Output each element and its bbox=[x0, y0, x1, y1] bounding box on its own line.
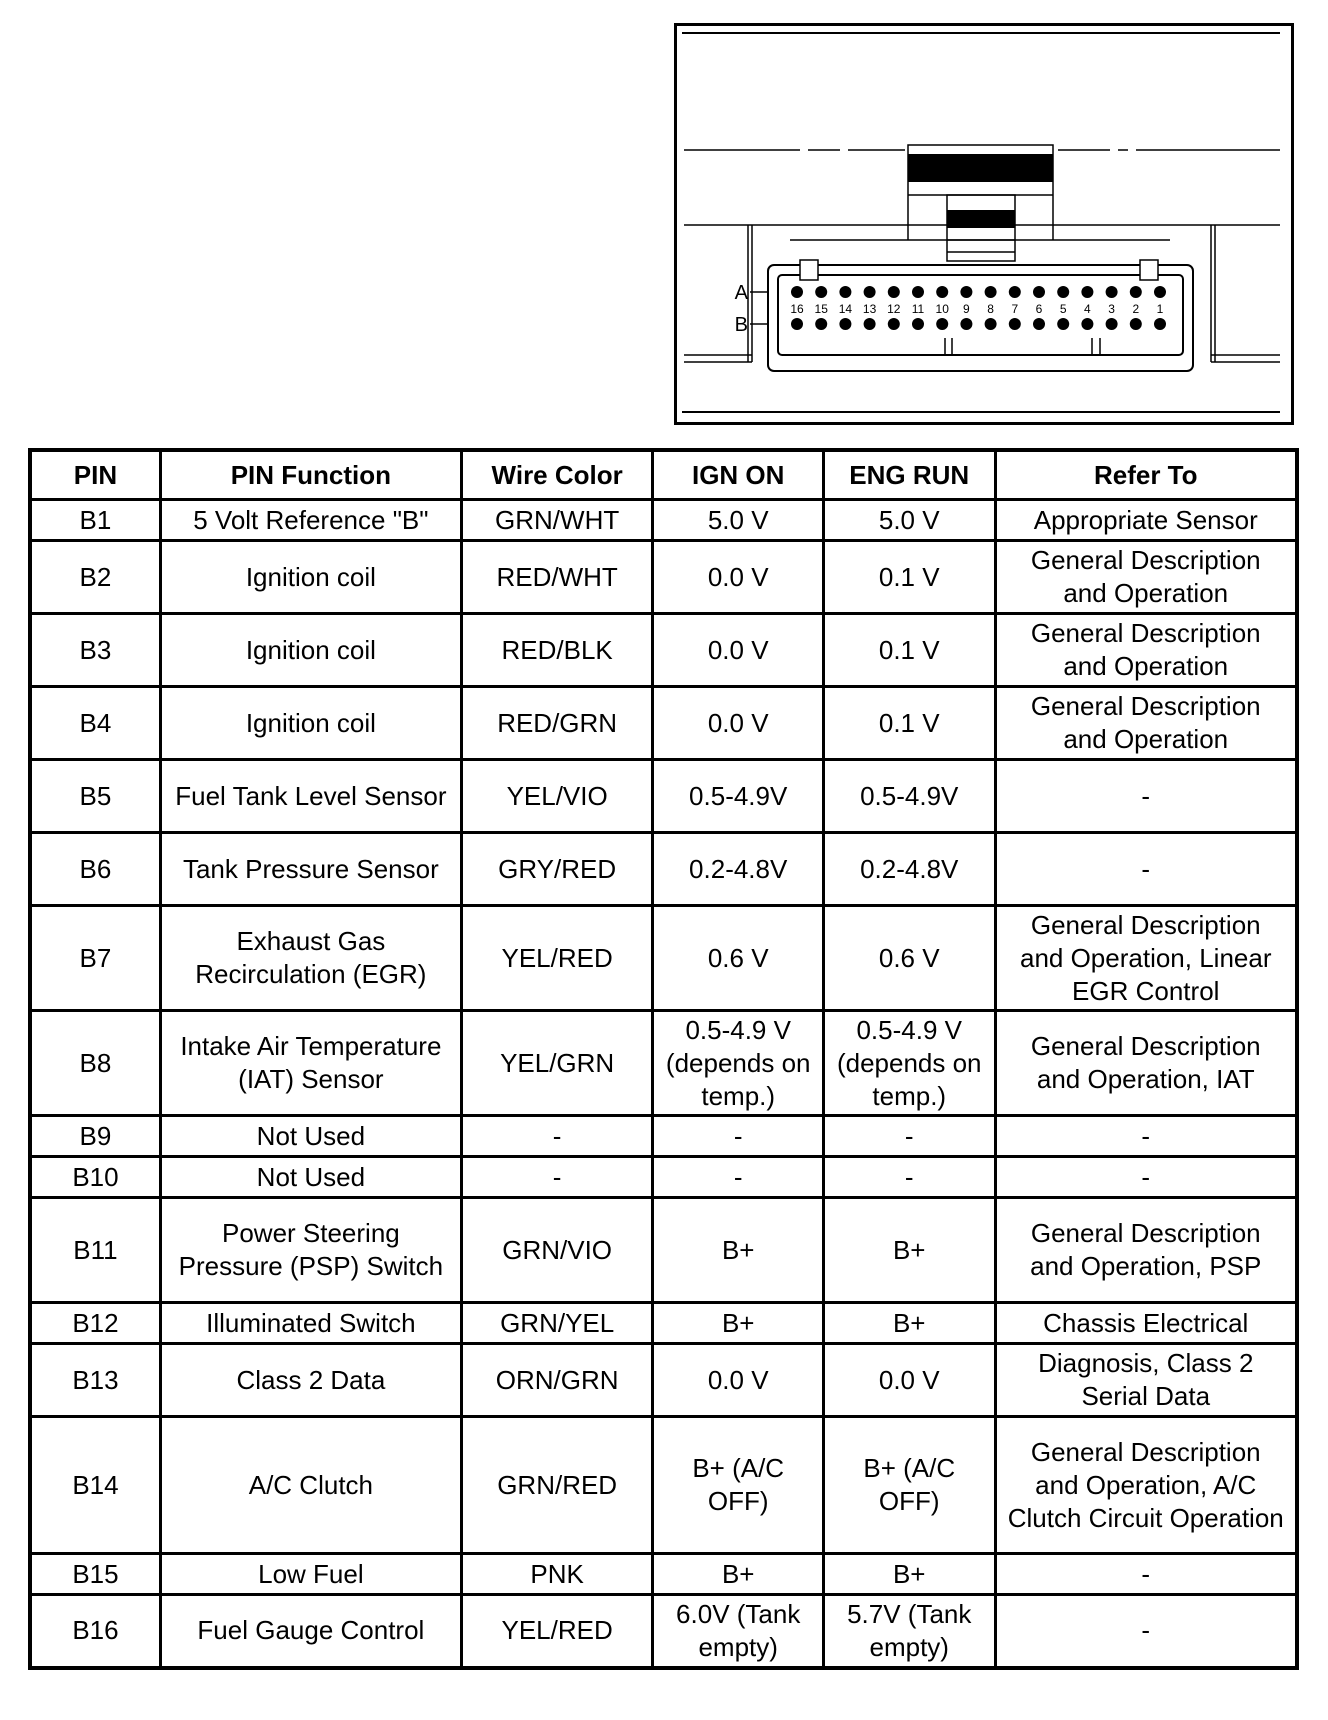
cell-refer-to: General Description and Operation bbox=[995, 614, 1297, 687]
cell-pin: B5 bbox=[30, 760, 160, 833]
cell-ign-on: B+ bbox=[653, 1303, 824, 1344]
pin-a-dot bbox=[985, 286, 997, 298]
table-row bbox=[30, 500, 1297, 541]
cell-eng-run: 0.2-4.8V bbox=[823, 833, 995, 906]
table-header-row bbox=[30, 450, 1297, 500]
cell-pin: B16 bbox=[30, 1595, 160, 1668]
cell-wire-color: GRY/RED bbox=[461, 833, 653, 906]
cell-ign-on: B+ bbox=[653, 1554, 824, 1595]
cell-wire-color: YEL/VIO bbox=[461, 760, 653, 833]
pin-number-label: 2 bbox=[1132, 302, 1140, 316]
cell-wire-color: RED/BLK bbox=[461, 614, 653, 687]
cell-ign-on: 0.5-4.9 V (depends on temp.) bbox=[653, 1011, 824, 1116]
pin-number-label: 7 bbox=[1011, 302, 1019, 316]
cell-pin: B6 bbox=[30, 833, 160, 906]
table-row bbox=[30, 1554, 1297, 1595]
pin-number-label: 14 bbox=[838, 302, 853, 316]
pin-b-dot bbox=[960, 318, 972, 330]
cell-refer-to: General Description and Operation, IAT bbox=[995, 1011, 1297, 1116]
cell-pin: B4 bbox=[30, 687, 160, 760]
pin-b-dot bbox=[1154, 318, 1166, 330]
table-row bbox=[30, 1116, 1297, 1157]
cell-eng-run: 0.5-4.9 V (depends on temp.) bbox=[823, 1011, 995, 1116]
cell-wire-color: - bbox=[461, 1116, 653, 1157]
cell-pin: B3 bbox=[30, 614, 160, 687]
pin-a-dot bbox=[839, 286, 851, 298]
cell-pin-function: Ignition coil bbox=[160, 614, 461, 687]
cell-pin-function: Not Used bbox=[160, 1116, 461, 1157]
cell-refer-to: - bbox=[995, 760, 1297, 833]
cell-pin: B1 bbox=[30, 500, 160, 541]
cell-refer-to: Diagnosis, Class 2 Serial Data bbox=[995, 1344, 1297, 1417]
cell-eng-run: 0.1 V bbox=[823, 614, 995, 687]
cell-eng-run: - bbox=[823, 1116, 995, 1157]
pin-a-dot bbox=[815, 286, 827, 298]
cell-eng-run: 5.7V (Tank empty) bbox=[823, 1595, 995, 1668]
cell-eng-run: 0.0 V bbox=[823, 1344, 995, 1417]
pin-b-dot bbox=[864, 318, 876, 330]
cell-pin-function: Ignition coil bbox=[160, 687, 461, 760]
cell-wire-color: YEL/RED bbox=[461, 1595, 653, 1668]
pin-a-dot bbox=[1154, 286, 1166, 298]
cell-pin-function: Fuel Tank Level Sensor bbox=[160, 760, 461, 833]
pin-a-dot bbox=[960, 286, 972, 298]
table-row bbox=[30, 687, 1297, 760]
pin-b-dot bbox=[888, 318, 900, 330]
cell-pin-function: 5 Volt Reference "B" bbox=[160, 500, 461, 541]
pin-b-dot bbox=[1009, 318, 1021, 330]
cell-pin: B12 bbox=[30, 1303, 160, 1344]
table-row bbox=[30, 760, 1297, 833]
cell-eng-run: B+ bbox=[823, 1198, 995, 1303]
cell-refer-to: Chassis Electrical bbox=[995, 1303, 1297, 1344]
pin-number-label: 4 bbox=[1084, 302, 1091, 316]
table-row bbox=[30, 614, 1297, 687]
cell-pin-function: Power Steering Pressure (PSP) Switch bbox=[160, 1198, 461, 1303]
pin-a-dot bbox=[1033, 286, 1045, 298]
cell-wire-color: PNK bbox=[461, 1554, 653, 1595]
table-row bbox=[30, 906, 1297, 1011]
header-pin-function: PIN Function bbox=[160, 450, 461, 500]
cell-pin: B11 bbox=[30, 1198, 160, 1303]
cell-pin: B15 bbox=[30, 1554, 160, 1595]
pin-number-label: 5 bbox=[1059, 302, 1067, 316]
cell-eng-run: 0.5-4.9V bbox=[823, 760, 995, 833]
cell-eng-run: 0.1 V bbox=[823, 541, 995, 614]
cell-pin-function: Intake Air Temperature (IAT) Sensor bbox=[160, 1011, 461, 1116]
table-row bbox=[30, 1303, 1297, 1344]
table-row bbox=[30, 541, 1297, 614]
pin-b-dot bbox=[936, 318, 948, 330]
cell-wire-color: GRN/RED bbox=[461, 1417, 653, 1554]
cell-ign-on: 0.2-4.8V bbox=[653, 833, 824, 906]
table-row bbox=[30, 1595, 1297, 1668]
cell-pin-function: Illuminated Switch bbox=[160, 1303, 461, 1344]
pin-number-label: 16 bbox=[790, 302, 804, 316]
table-row bbox=[30, 1417, 1297, 1554]
cell-wire-color: GRN/WHT bbox=[461, 500, 653, 541]
table-row bbox=[30, 1344, 1297, 1417]
pin-number-label: 12 bbox=[887, 302, 901, 316]
pin-number-label: 9 bbox=[963, 302, 970, 316]
pin-number-label: 10 bbox=[935, 302, 949, 316]
cell-ign-on: 0.5-4.9V bbox=[653, 760, 824, 833]
cell-pin: B10 bbox=[30, 1157, 160, 1198]
cell-ign-on: 6.0V (Tank empty) bbox=[653, 1595, 824, 1668]
pin-a-dot bbox=[1057, 286, 1069, 298]
pin-a-dot bbox=[791, 286, 803, 298]
cell-refer-to: General Description and Operation, Linear EGR Control bbox=[995, 906, 1297, 1011]
table-row bbox=[30, 1198, 1297, 1303]
cell-eng-run: 5.0 V bbox=[823, 500, 995, 541]
connector-diagram bbox=[0, 0, 1328, 440]
cell-eng-run: 0.1 V bbox=[823, 687, 995, 760]
pin-b-dot bbox=[839, 318, 851, 330]
pin-a-dot bbox=[864, 286, 876, 298]
pin-a-dot bbox=[1009, 286, 1021, 298]
cell-wire-color: GRN/YEL bbox=[461, 1303, 653, 1344]
cell-ign-on: 0.0 V bbox=[653, 541, 824, 614]
pin-number-label: 1 bbox=[1156, 302, 1164, 316]
cell-refer-to: General Description and Operation, PSP bbox=[995, 1198, 1297, 1303]
pin-b-dot bbox=[1130, 318, 1142, 330]
cell-wire-color: ORN/GRN bbox=[461, 1344, 653, 1417]
cell-eng-run: B+ (A/C OFF) bbox=[823, 1417, 995, 1554]
pin-number-label: 3 bbox=[1108, 302, 1115, 316]
cell-pin-function: Exhaust Gas Recirculation (EGR) bbox=[160, 906, 461, 1011]
cell-pin-function: Tank Pressure Sensor bbox=[160, 833, 461, 906]
cell-pin: B14 bbox=[30, 1417, 160, 1554]
pin-table bbox=[28, 448, 1299, 1670]
pin-b-dot bbox=[791, 318, 803, 330]
table-row bbox=[30, 833, 1297, 906]
cell-refer-to: General Description and Operation, A/C Clutch Circuit Operation bbox=[995, 1417, 1297, 1554]
cell-pin-function: Class 2 Data bbox=[160, 1344, 461, 1417]
pin-b-dot bbox=[815, 318, 827, 330]
cell-wire-color: - bbox=[461, 1157, 653, 1198]
cell-pin-function: Ignition coil bbox=[160, 541, 461, 614]
cell-refer-to: - bbox=[995, 1595, 1297, 1668]
header-pin: PIN bbox=[30, 450, 160, 500]
cell-ign-on: 0.6 V bbox=[653, 906, 824, 1011]
cell-eng-run: B+ bbox=[823, 1303, 995, 1344]
header-refer-to: Refer To bbox=[995, 450, 1297, 500]
cell-ign-on: B+ (A/C OFF) bbox=[653, 1417, 824, 1554]
cell-ign-on: 0.0 V bbox=[653, 687, 824, 760]
table-row bbox=[30, 1011, 1297, 1116]
cell-pin-function: Low Fuel bbox=[160, 1554, 461, 1595]
cell-wire-color: YEL/GRN bbox=[461, 1011, 653, 1116]
cell-ign-on: B+ bbox=[653, 1198, 824, 1303]
cell-eng-run: 0.6 V bbox=[823, 906, 995, 1011]
pin-number-label: 8 bbox=[987, 302, 994, 316]
pin-a-dot bbox=[1130, 286, 1142, 298]
cell-refer-to: General Description and Operation bbox=[995, 541, 1297, 614]
cell-pin: B7 bbox=[30, 906, 160, 1011]
pin-a-dot bbox=[912, 286, 924, 298]
pin-number-label: 6 bbox=[1035, 302, 1043, 316]
pin-b-dot bbox=[1106, 318, 1118, 330]
cell-pin-function: A/C Clutch bbox=[160, 1417, 461, 1554]
cell-pin: B8 bbox=[30, 1011, 160, 1116]
cell-refer-to: - bbox=[995, 1116, 1297, 1157]
cell-refer-to: - bbox=[995, 833, 1297, 906]
cell-pin-function: Not Used bbox=[160, 1157, 461, 1198]
table-row bbox=[30, 1157, 1297, 1198]
cell-ign-on: - bbox=[653, 1157, 824, 1198]
pin-number-label: 11 bbox=[911, 302, 925, 316]
header-wire-color: Wire Color bbox=[461, 450, 653, 500]
cell-wire-color: RED/WHT bbox=[461, 541, 653, 614]
header-ign-on: IGN ON bbox=[653, 450, 824, 500]
cell-refer-to: - bbox=[995, 1157, 1297, 1198]
cell-ign-on: 0.0 V bbox=[653, 614, 824, 687]
cell-pin: B9 bbox=[30, 1116, 160, 1157]
cell-pin-function: Fuel Gauge Control bbox=[160, 1595, 461, 1668]
pin-a-dot bbox=[888, 286, 900, 298]
cell-refer-to: General Description and Operation bbox=[995, 687, 1297, 760]
cell-wire-color: YEL/RED bbox=[461, 906, 653, 1011]
pin-b-dot bbox=[1057, 318, 1069, 330]
cell-pin: B13 bbox=[30, 1344, 160, 1417]
pin-a-dot bbox=[1081, 286, 1093, 298]
row-a-label: A bbox=[734, 282, 748, 304]
cell-ign-on: 0.0 V bbox=[653, 1344, 824, 1417]
cell-wire-color: GRN/VIO bbox=[461, 1198, 653, 1303]
row-b-label: B bbox=[734, 314, 748, 336]
pin-a-dot bbox=[1106, 286, 1118, 298]
cell-eng-run: - bbox=[823, 1157, 995, 1198]
cell-refer-to: - bbox=[995, 1554, 1297, 1595]
cell-ign-on: - bbox=[653, 1116, 824, 1157]
pin-number-label: 15 bbox=[814, 302, 828, 316]
cell-ign-on: 5.0 V bbox=[653, 500, 824, 541]
pin-a-dot bbox=[936, 286, 948, 298]
pin-number-label: 13 bbox=[862, 302, 877, 316]
pin-b-dot bbox=[985, 318, 997, 330]
cell-pin: B2 bbox=[30, 541, 160, 614]
cell-refer-to: Appropriate Sensor bbox=[995, 500, 1297, 541]
pin-b-dot bbox=[1081, 318, 1093, 330]
pin-b-dot bbox=[912, 318, 924, 330]
cell-eng-run: B+ bbox=[823, 1554, 995, 1595]
pin-b-dot bbox=[1033, 318, 1045, 330]
cell-wire-color: RED/GRN bbox=[461, 687, 653, 760]
header-eng-run: ENG RUN bbox=[823, 450, 995, 500]
